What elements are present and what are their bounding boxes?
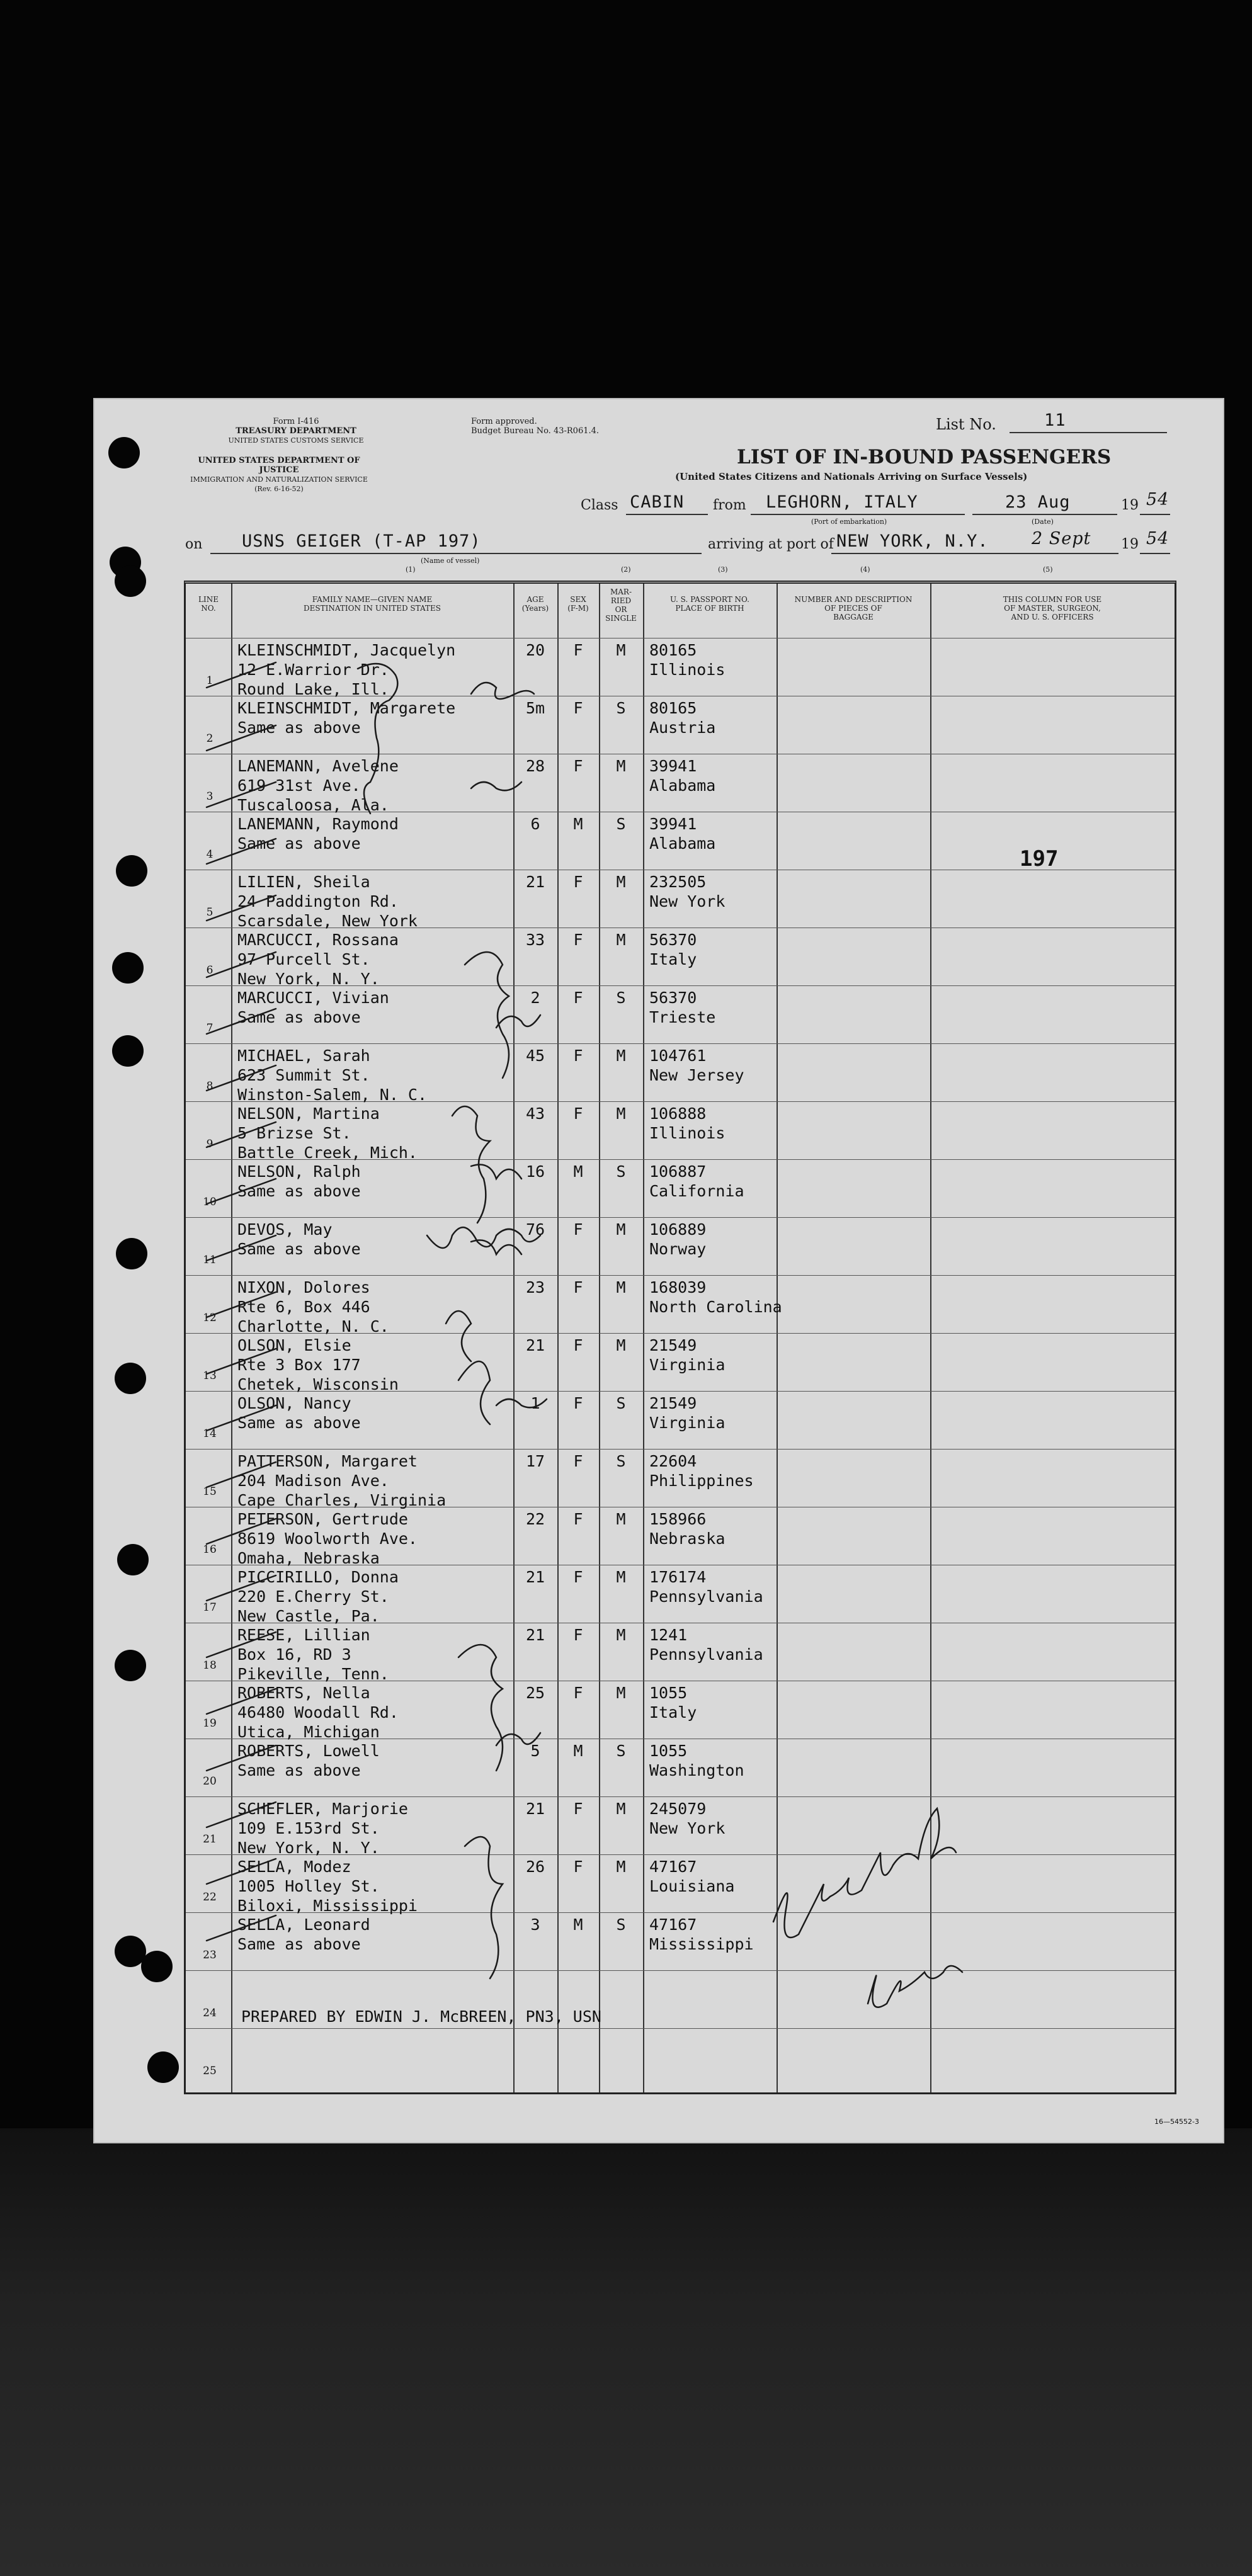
header-sex: SEX (F-M) <box>567 595 589 613</box>
passenger-name: MARCUCCI, Rossana 97 Purcell St. New York, N. Y. <box>237 931 399 988</box>
passenger-name: ROBERTS, Lowell Same as above <box>237 1742 380 1779</box>
passenger-ms: S <box>616 1394 626 1412</box>
passenger-sex: F <box>573 1394 583 1412</box>
officer-count: 197 <box>1020 846 1059 871</box>
passenger-sex: F <box>573 989 583 1007</box>
punch-hole <box>112 952 144 984</box>
passenger-name: OLSON, Nancy Same as above <box>237 1394 361 1432</box>
passenger-age: 28 <box>525 757 545 775</box>
passenger-sex: F <box>573 1800 583 1818</box>
line-number: 3 <box>206 790 213 803</box>
line-number: 1 <box>206 674 213 687</box>
passenger-age: 22 <box>525 1510 545 1528</box>
passenger-passport: 39941 Alabama <box>649 815 716 853</box>
passenger-sex: F <box>573 1858 583 1876</box>
prepared-by-line: PREPARED BY EDWIN J. McBREEN, PN3, USN <box>241 2007 601 2026</box>
passenger-name: KLEINSCHMIDT, Margarete Same as above <box>237 699 456 737</box>
embarkation-port-value: LEGHORN, ITALY <box>766 492 918 512</box>
passenger-name: LANEMANN, Raymond Same as above <box>237 815 399 853</box>
row-divider <box>186 1970 1175 1971</box>
arrival-port-underline <box>831 553 1118 554</box>
row-divider <box>186 1449 1175 1450</box>
line-number: 25 <box>203 2065 217 2077</box>
line-number: 22 <box>203 1891 217 1904</box>
passenger-name: PICCIRILLO, Donna 220 E.Cherry St. New Castle, Pa. <box>237 1568 399 1625</box>
col-divider <box>231 584 232 2092</box>
passenger-passport: 1055 Italy <box>649 1684 697 1722</box>
line-number: 19 <box>203 1717 217 1730</box>
passenger-sex: F <box>573 1220 583 1239</box>
line-number: 13 <box>203 1370 217 1382</box>
vessel-caption: (Name of vessel) <box>421 557 480 565</box>
passenger-name: SCHEFLER, Marjorie 109 E.153rd St. New York, N. Y. <box>237 1800 408 1857</box>
passenger-age: 76 <box>525 1220 545 1239</box>
class-value: CABIN <box>630 492 685 512</box>
document-title: LIST OF IN-BOUND PASSENGERS <box>737 446 1112 468</box>
passenger-sex: F <box>573 1104 583 1123</box>
document-subtitle: (United States Citizens and Nationals Arriving on Surface Vessels) <box>675 471 1028 482</box>
passenger-age: 45 <box>525 1047 545 1065</box>
passenger-ms: M <box>616 1800 626 1818</box>
passenger-passport: 106887 California <box>649 1162 744 1200</box>
passenger-sex: F <box>573 1626 583 1644</box>
passenger-ms: S <box>616 1452 626 1470</box>
passenger-age: 21 <box>525 1568 545 1586</box>
passenger-passport: 56370 Italy <box>649 931 697 968</box>
passenger-ms: M <box>616 757 626 775</box>
passenger-sex: F <box>573 931 583 949</box>
passenger-age: 21 <box>525 873 545 891</box>
punch-hole <box>141 1951 173 1982</box>
col-number: (1) <box>406 565 416 574</box>
passenger-ms: M <box>616 1220 626 1239</box>
passenger-sex: F <box>573 1510 583 1528</box>
line-number: 12 <box>203 1312 217 1324</box>
row-divider <box>186 2028 1175 2029</box>
passenger-name: DEVOS, May Same as above <box>237 1220 361 1258</box>
passenger-sex: F <box>573 873 583 891</box>
passenger-age: 1 <box>530 1394 540 1412</box>
form-print-code: 16—54552-3 <box>1154 2118 1199 2126</box>
line-number: 17 <box>203 1601 217 1614</box>
passenger-passport: 232505 New York <box>649 873 726 911</box>
arrival-year-underline <box>1140 553 1170 554</box>
passenger-age: 17 <box>525 1452 545 1470</box>
line-number: 18 <box>203 1659 217 1672</box>
arrival-port-value: NEW YORK, N.Y. <box>836 531 989 551</box>
passenger-name: REESE, Lillian Box 16, RD 3 Pikeville, Tenn. <box>237 1626 389 1683</box>
line-number: 2 <box>206 732 213 745</box>
line-number: 5 <box>206 906 213 919</box>
col-number: (5) <box>1043 565 1053 574</box>
passenger-name: NELSON, Martina 5 Brizse St. Battle Creek, Mich. <box>237 1104 418 1162</box>
row-divider <box>186 1796 1175 1797</box>
passenger-passport: 21549 Virginia <box>649 1336 726 1374</box>
passenger-age: 25 <box>525 1684 545 1702</box>
punch-hole <box>115 1363 146 1394</box>
passenger-name: KLEINSCHMIDT, Jacquelyn 12 E.Warrior Dr. Round Lake, Ill. <box>237 641 456 698</box>
passenger-age: 5m <box>525 699 545 717</box>
passenger-name: PATTERSON, Margaret 204 Madison Ave. Cape Charles, Virginia <box>237 1452 447 1509</box>
passenger-passport: 1241 Pennsylvania <box>649 1626 763 1664</box>
col-divider <box>643 584 644 2092</box>
passenger-passport: 39941 Alabama <box>649 757 716 795</box>
passenger-age: 2 <box>530 989 540 1007</box>
passenger-passport: 106889 Norway <box>649 1220 707 1258</box>
passenger-sex: F <box>573 1568 583 1586</box>
departure-year-underline <box>1140 514 1170 515</box>
vessel-underline <box>210 553 702 554</box>
passenger-name: OLSON, Elsie Rte 3 Box 177 Chetek, Wisconsin <box>237 1336 399 1393</box>
line-number: 14 <box>203 1427 217 1440</box>
list-no-label: List No. <box>936 416 996 433</box>
header-married: MAR- RIED OR SINGLE <box>605 587 637 623</box>
header-name: FAMILY NAME—GIVEN NAME DESTINATION IN UNITED STATES <box>304 595 441 613</box>
passenger-name: MICHAEL, Sarah 623 Summit St. Winston-Salem, N. C. <box>237 1047 428 1104</box>
doj-block: UNITED STATES DEPARTMENT OF JUSTICE IMMIGRATION AND NATURALIZATION SERVICE (Rev. 6-16-52) <box>190 456 368 493</box>
passenger-sex: F <box>573 699 583 717</box>
port-caption: (Port of embarkation) <box>811 518 887 526</box>
line-number: 11 <box>203 1254 217 1266</box>
passenger-passport: 56370 Trieste <box>649 989 716 1026</box>
passenger-age: 43 <box>525 1104 545 1123</box>
list-no-underline <box>1010 432 1167 433</box>
class-label: Class <box>581 497 618 513</box>
passenger-name: LANEMANN, Avelene 619 31st Ave. Tuscaloosa, Ala. <box>237 757 399 814</box>
passenger-sex: F <box>573 757 583 775</box>
passenger-sex: F <box>573 1278 583 1297</box>
col-number: (4) <box>860 565 870 574</box>
col-number: (3) <box>718 565 728 574</box>
passenger-name: LILIEN, Sheila 24 Paddington Rd. Scarsdale, New York <box>237 873 418 930</box>
passenger-table <box>184 581 1176 2094</box>
row-divider <box>186 1043 1175 1044</box>
passenger-age: 5 <box>530 1742 540 1760</box>
passenger-sex: M <box>573 1915 583 1934</box>
approval-block: Form approved. Budget Bureau No. 43-R061.4. <box>471 417 600 436</box>
on-label: on <box>185 536 203 552</box>
passenger-age: 33 <box>525 931 545 949</box>
line-number: 16 <box>203 1543 217 1556</box>
passenger-ms: M <box>616 873 626 891</box>
arriving-label: arriving at port of <box>708 536 834 552</box>
passenger-age: 21 <box>525 1626 545 1644</box>
header-age: AGE (Years) <box>521 595 549 613</box>
passenger-passport: 1055 Washington <box>649 1742 744 1779</box>
line-number: 7 <box>206 1022 213 1035</box>
passenger-passport: 245079 New York <box>649 1800 726 1837</box>
passenger-passport: 176174 Pennsylvania <box>649 1568 763 1606</box>
passenger-ms: M <box>616 1336 626 1354</box>
scan-background <box>0 2128 1252 2576</box>
passenger-age: 20 <box>525 641 545 659</box>
passenger-sex: M <box>573 1742 583 1760</box>
year-prefix: 19 <box>1121 497 1139 513</box>
passenger-age: 26 <box>525 1858 545 1876</box>
list-no-value: 11 <box>1044 411 1066 430</box>
line-number: 24 <box>203 2007 217 2019</box>
punch-hole <box>147 2051 179 2083</box>
passenger-name: MARCUCCI, Vivian Same as above <box>237 989 389 1026</box>
passenger-passport: 47167 Louisiana <box>649 1858 735 1895</box>
passenger-passport: 106888 Illinois <box>649 1104 726 1142</box>
passenger-ms: M <box>616 1568 626 1586</box>
from-label: from <box>713 497 746 513</box>
passenger-ms: M <box>616 641 626 659</box>
passenger-ms: M <box>616 1684 626 1702</box>
passenger-ms: M <box>616 1626 626 1644</box>
passenger-passport: 22604 Philippines <box>649 1452 754 1490</box>
line-number: 15 <box>203 1485 217 1498</box>
punch-hole <box>115 1650 146 1681</box>
line-number: 4 <box>206 848 213 861</box>
row-divider <box>186 1217 1175 1218</box>
passenger-sex: F <box>573 1047 583 1065</box>
passenger-age: 6 <box>530 815 540 833</box>
passenger-sex: F <box>573 1684 583 1702</box>
passenger-ms: S <box>616 699 626 717</box>
departure-year: 54 <box>1146 490 1169 509</box>
passenger-name: NIXON, Dolores Rte 6, Box 446 Charlotte, N. C. <box>237 1278 389 1336</box>
passenger-passport: 80165 Illinois <box>649 641 726 679</box>
passenger-ms: M <box>616 931 626 949</box>
header-line-no: LINE NO. <box>198 595 219 613</box>
passenger-name: SELLA, Modez 1005 Holley St. Biloxi, Mississippi <box>237 1858 418 1915</box>
passenger-passport: 168039 North Carolina <box>649 1278 782 1316</box>
passenger-ms: M <box>616 1510 626 1528</box>
departure-date-underline <box>972 514 1117 515</box>
passenger-ms: M <box>616 1278 626 1297</box>
year-prefix-2: 19 <box>1121 536 1139 552</box>
line-number: 23 <box>203 1949 217 1961</box>
manifest-page <box>93 398 1224 2143</box>
vessel-name: USNS GEIGER (T-AP 197) <box>242 531 481 551</box>
col-number: (2) <box>621 565 631 574</box>
passenger-passport: 80165 Austria <box>649 699 716 737</box>
passenger-age: 16 <box>525 1162 545 1181</box>
passenger-ms: M <box>616 1047 626 1065</box>
passenger-sex: M <box>573 815 583 833</box>
header-officers: THIS COLUMN FOR USE OF MASTER, SURGEON, AND U. S. OFFICERS <box>1003 595 1102 621</box>
passenger-age: 21 <box>525 1336 545 1354</box>
passenger-age: 21 <box>525 1800 545 1818</box>
passenger-sex: F <box>573 1336 583 1354</box>
punch-hole <box>116 855 147 887</box>
punch-hole <box>112 1035 144 1067</box>
punch-hole <box>108 437 140 468</box>
line-number: 20 <box>203 1775 217 1788</box>
passenger-passport: 104761 New Jersey <box>649 1047 744 1084</box>
arrival-year: 54 <box>1146 529 1169 548</box>
class-underline <box>626 514 708 515</box>
form-id-block: Form I-416 TREASURY DEPARTMENT UNITED STATES CUSTOMS SERVICE <box>228 417 364 445</box>
header-baggage: NUMBER AND DESCRIPTION OF PIECES OF BAGGAGE <box>794 595 913 621</box>
punch-hole <box>117 1544 149 1575</box>
line-number: 6 <box>206 964 213 977</box>
passenger-name: ROBERTS, Nella 46480 Woodall Rd. Utica, Michigan <box>237 1684 399 1741</box>
passenger-sex: M <box>573 1162 583 1181</box>
passenger-name: NELSON, Ralph Same as above <box>237 1162 361 1200</box>
passenger-ms: M <box>616 1104 626 1123</box>
line-number: 9 <box>206 1138 213 1150</box>
row-divider <box>186 1275 1175 1276</box>
passenger-ms: S <box>616 1915 626 1934</box>
passenger-name: PETERSON, Gertrude 8619 Woolworth Ave. Omaha, Nebraska <box>237 1510 418 1567</box>
line-number: 21 <box>203 1833 217 1846</box>
line-number: 10 <box>203 1196 217 1208</box>
passenger-passport: 47167 Mississippi <box>649 1915 754 1953</box>
passenger-sex: F <box>573 1452 583 1470</box>
passenger-ms: S <box>616 815 626 833</box>
col-divider <box>930 584 931 2092</box>
passenger-ms: M <box>616 1858 626 1876</box>
date-caption: (Date) <box>1032 518 1054 526</box>
punch-hole <box>115 565 146 597</box>
passenger-ms: S <box>616 1742 626 1760</box>
passenger-age: 3 <box>530 1915 540 1934</box>
embarkation-underline <box>751 514 965 515</box>
passenger-age: 23 <box>525 1278 545 1297</box>
line-number: 8 <box>206 1080 213 1092</box>
passenger-ms: S <box>616 1162 626 1181</box>
passenger-ms: S <box>616 989 626 1007</box>
passenger-passport: 21549 Virginia <box>649 1394 726 1432</box>
passenger-passport: 158966 Nebraska <box>649 1510 726 1548</box>
arrival-date-value: 2 Sept <box>1032 529 1091 548</box>
header-passport: U. S. PASSPORT NO. PLACE OF BIRTH <box>670 595 749 613</box>
passenger-name: SELLA, Leonard Same as above <box>237 1915 370 1953</box>
departure-date-value: 23 Aug <box>1005 492 1071 512</box>
punch-hole <box>116 1238 147 1269</box>
passenger-sex: F <box>573 641 583 659</box>
